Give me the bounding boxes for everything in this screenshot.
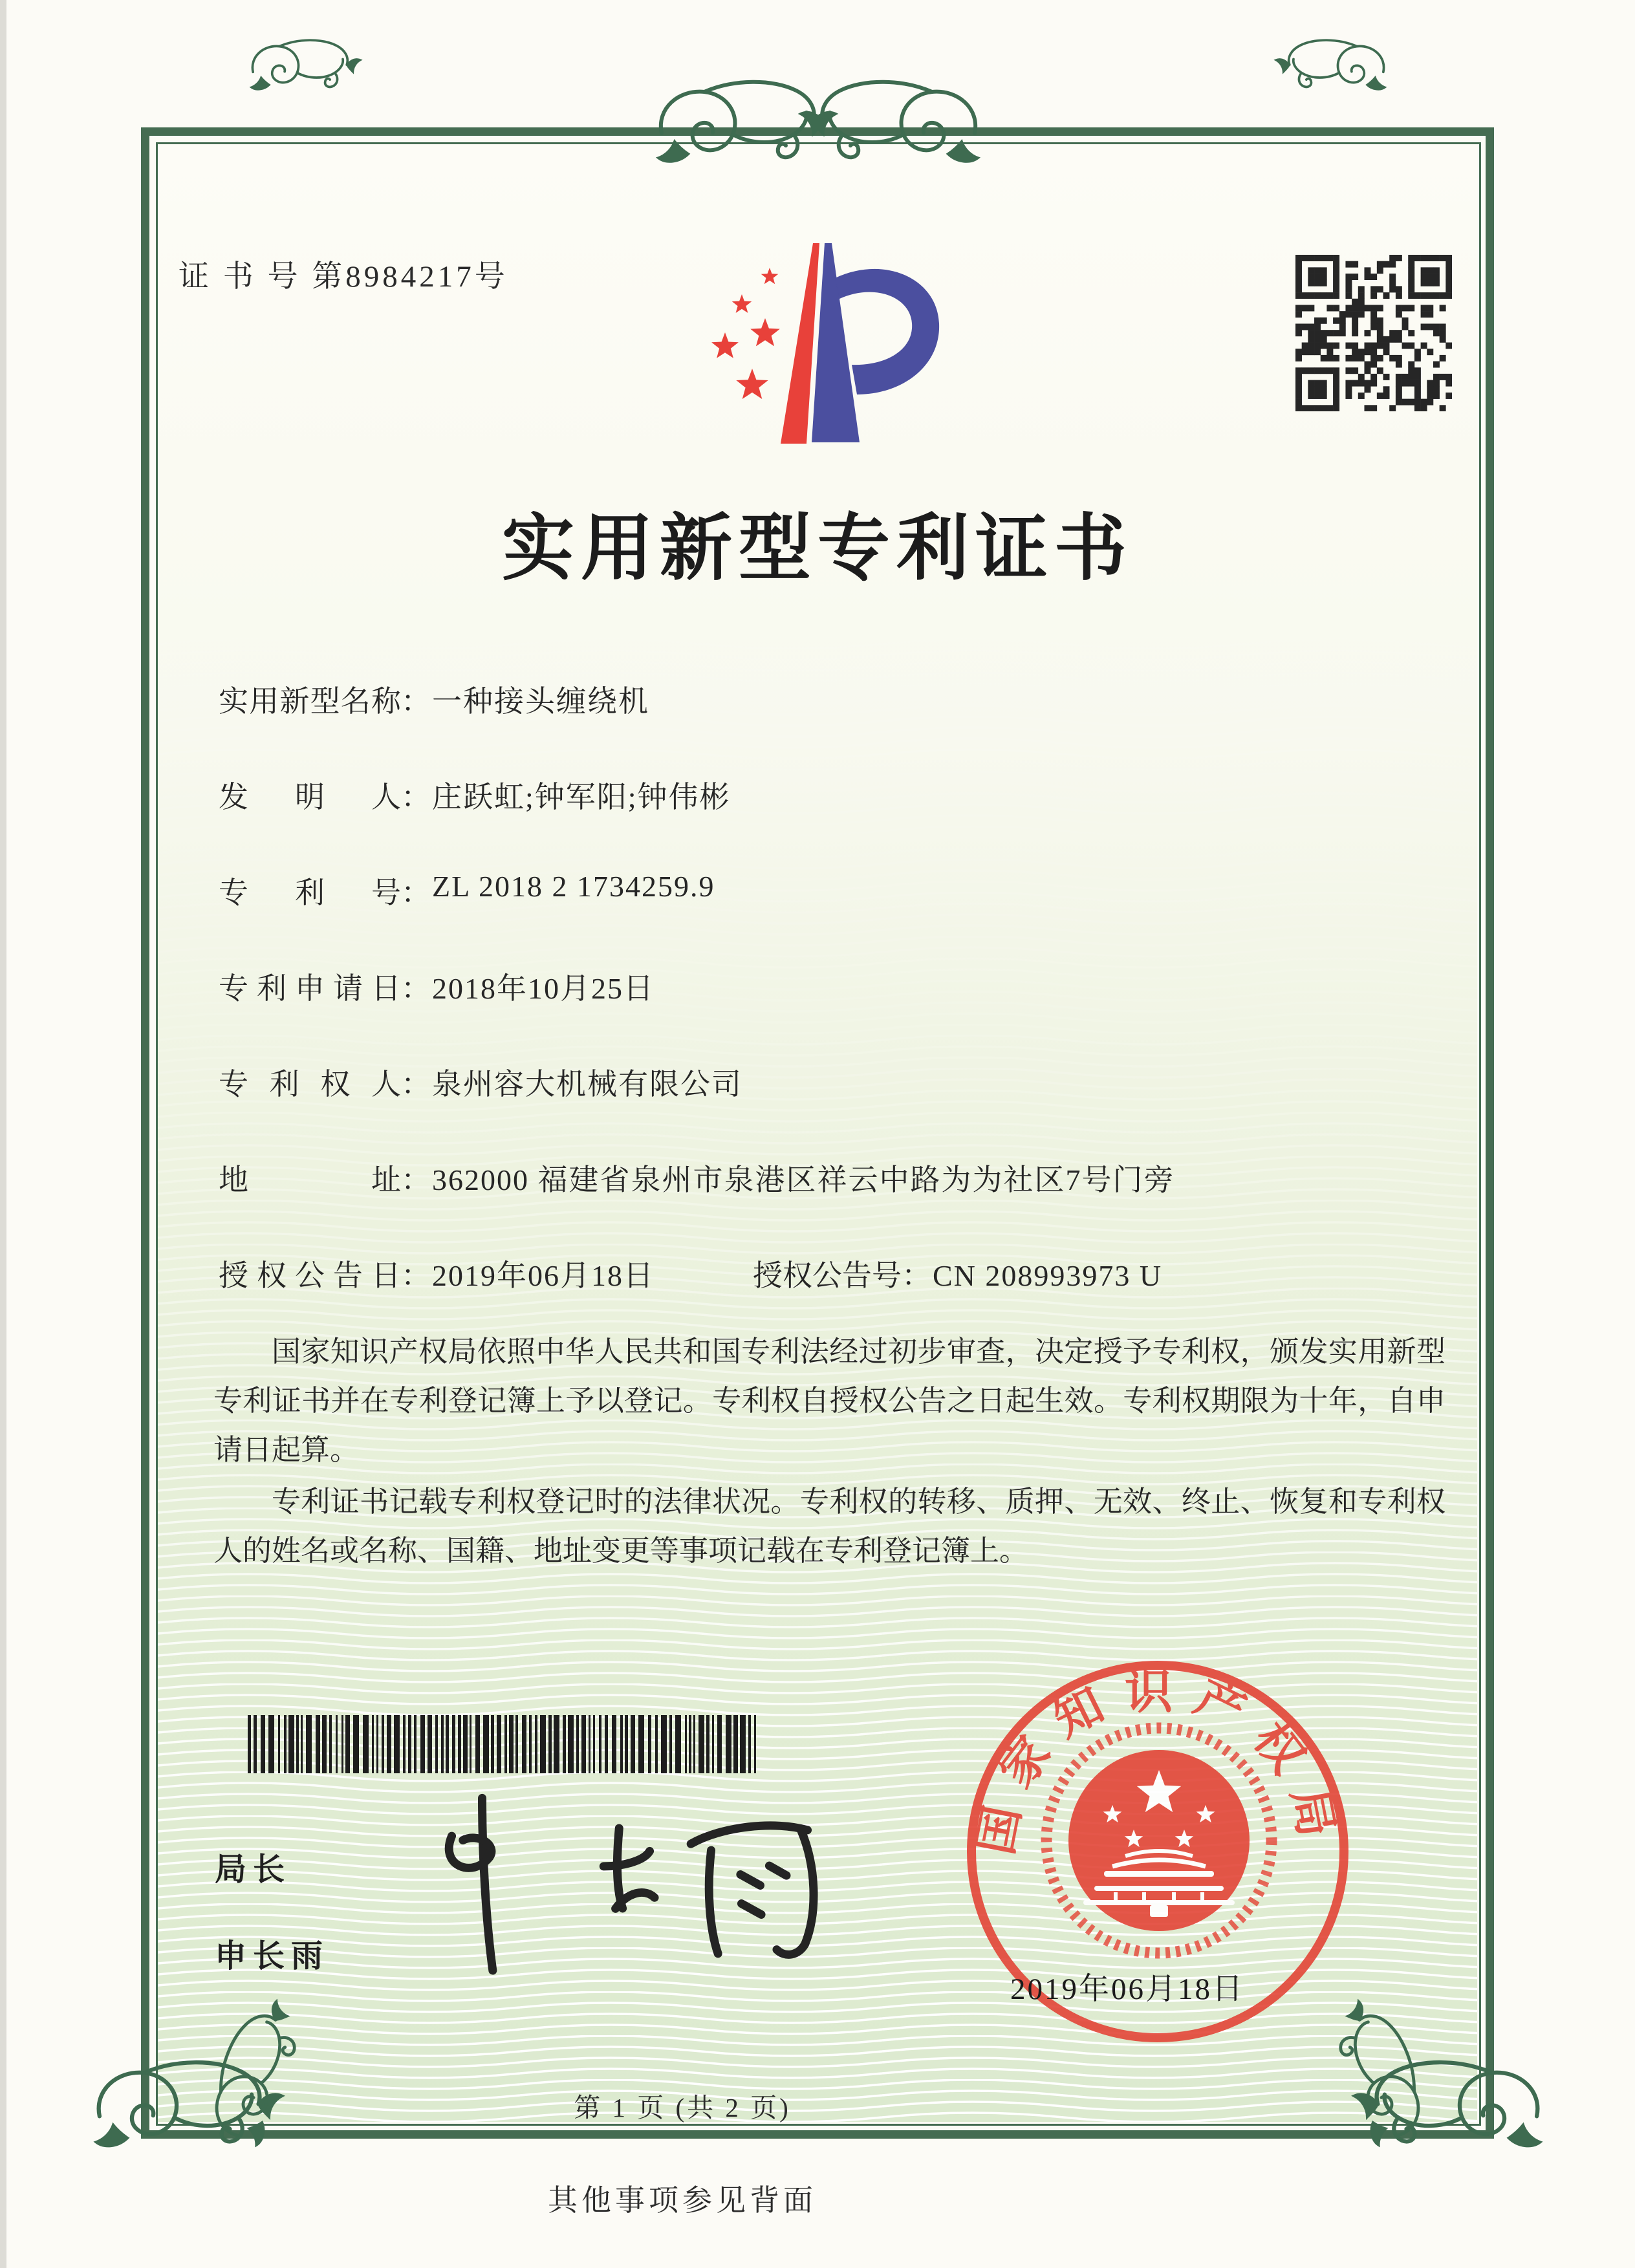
field-label: 发明人: [219, 781, 401, 814]
field-row-patentee: 专利权人：泉州容大机械有限公司: [219, 1061, 1175, 1092]
barcode: [248, 1715, 764, 1773]
field-row-name: 实用新型名称：一种接头缠绕机: [219, 678, 1175, 709]
field-row-filing-date: 专利申请日：2018年10月25日: [219, 965, 1175, 996]
field-row-address: 地址：362000 福建省泉州市泉港区祥云中路为为社区7号门旁: [219, 1156, 1175, 1187]
field-label: 专利权人: [219, 1068, 401, 1101]
paragraph-2: 专利证书记载专利权登记时的法律状况。专利权的转移、质押、无效、终止、恢复和专利权人的姓名或名称、国籍、地址变更等事项记载在专利登记簿上。: [213, 1485, 1446, 1567]
director-label: 局长: [215, 1852, 292, 1887]
field-label: 实用新型名称: [219, 685, 401, 718]
field-row-patent-no: 专利号：ZL 2018 2 1734259.9: [219, 869, 1175, 900]
director-signature: [384, 1761, 857, 1997]
cnipa-logo-icon: [708, 238, 954, 451]
field-row-inventors: 发明人：庄跃虹;钟军阳;钟伟彬: [219, 773, 1175, 805]
field-label: 授权公告日: [219, 1259, 401, 1292]
back-note: 其他事项参见背面: [548, 2184, 817, 2217]
grant-number-label: 授权公告号: [753, 1259, 902, 1292]
field-value: 2019年06月18日: [432, 1259, 655, 1292]
director-block: [215, 1844, 329, 1976]
seal-date: 2019年06月18日: [1010, 1972, 1244, 2006]
field-value: 泉州容大机械有限公司: [432, 1068, 742, 1101]
certificate-title: 实用新型专利证书: [502, 509, 1133, 589]
field-value: ZL 2018 2 1734259.9: [432, 870, 715, 903]
field-row-grant: 授权公告日：2019年06月18日 授权公告号：CN 208993973 U: [219, 1252, 1175, 1283]
field-value: 一种接头缠绕机: [432, 685, 649, 718]
scan-edge-shade: [0, 0, 6, 2268]
field-value: 362000 福建省泉州市泉港区祥云中路为为社区7号门旁: [432, 1163, 1175, 1196]
field-label: 地址: [219, 1163, 401, 1196]
field-list: [219, 678, 1175, 1348]
page-footer: 第 1 页 (共 2 页): [574, 2093, 791, 2122]
field-label: 专利号: [219, 876, 401, 909]
paragraph-1: 国家知识产权局依照中华人民共和国专利法经过初步审查，决定授予专利权，颁发实用新型专利证书并在专利登记簿上予以登记。专利权自授权公告之日起生效。专利权期限为十年，自申请日起算。: [213, 1335, 1446, 1466]
director-name: 申长雨: [215, 1939, 330, 1974]
body-paragraphs: [213, 1327, 1446, 1578]
qr-code: [1295, 255, 1452, 411]
certificate-number: 证 书 号 第8984217号: [179, 260, 508, 294]
field-label: 专利申请日: [219, 972, 401, 1005]
field-value: 2018年10月25日: [432, 972, 655, 1005]
field-value: 庄跃虹;钟军阳;钟伟彬: [432, 781, 731, 814]
seal-text: 国家知识产权局: [969, 1666, 1347, 1859]
grant-number-value: CN 208993973 U: [933, 1259, 1163, 1292]
